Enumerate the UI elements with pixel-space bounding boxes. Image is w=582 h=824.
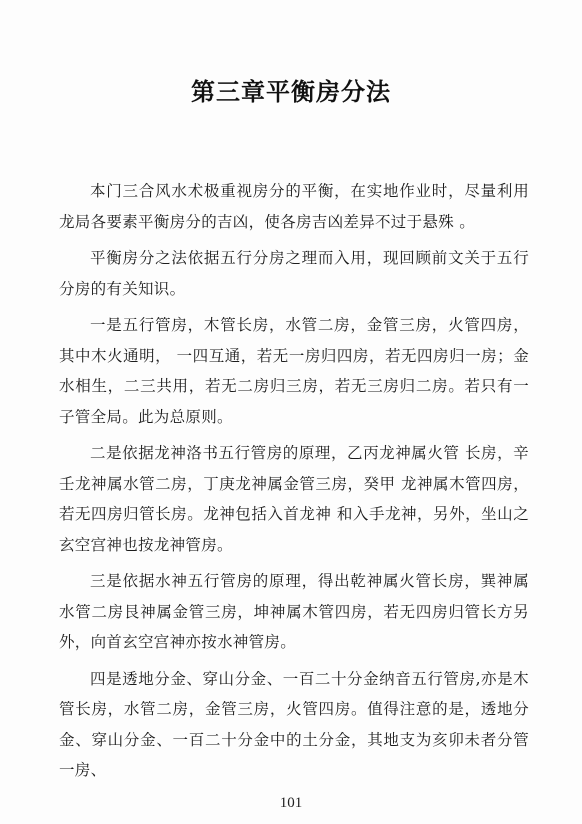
paragraph-point-one: 一是五行管房，木管长房，水管二房，金管三房，火管四房，其中木火通明， 一四互通，若无一房归四房，若无四房归一房；金水相生，二三共用，若无二房归三房，若无三房归二房。若只有一子管全局。此为总原则。 xyxy=(59,316,529,426)
paragraph-method: 平衡房分之法依据五行分房之理而入用，现回顾前文关于五行分房的有关知识。 xyxy=(59,249,529,298)
paragraph-point-two: 二是依据龙神洛书五行管房的原理，乙丙龙神属火管 长房，辛壬龙神属水管二房，丁庚龙神属金管三房，癸甲 龙神属木管四房，若无四房归管长房。龙神包括入首龙神 和入手龙神，另外，坐山之玄空宫神也按龙神管房。 xyxy=(59,444,529,554)
body-text xyxy=(59,176,529,792)
page-number: 101 xyxy=(279,795,303,811)
paragraph-point-three: 三是依据水神五行管房的原理，得出乾神属火管长房，巽神属水管二房艮神属金管三房，坤神属木管四房，若无四房归管长方另外，向首玄空宫神亦按水神管房。 xyxy=(59,572,529,651)
paragraph-intro: 本门三合风水术极重视房分的平衡，在实地作业时，尽量利用龙局各要素平衡房分的吉凶，使各房吉凶差异不过于悬殊 。 xyxy=(59,182,529,231)
chapter-title: 第三章平衡房分法 xyxy=(191,78,391,106)
paragraph-point-four: 四是透地分金、穿山分金、一百二十分金纳音五行管房,亦是木管长房，水管二房，金管三房，火管四房。值得注意的是，透地分金、穿山分金、一百二十分金中的土分金，其地支为亥卯未者分管一房、 xyxy=(59,669,529,779)
